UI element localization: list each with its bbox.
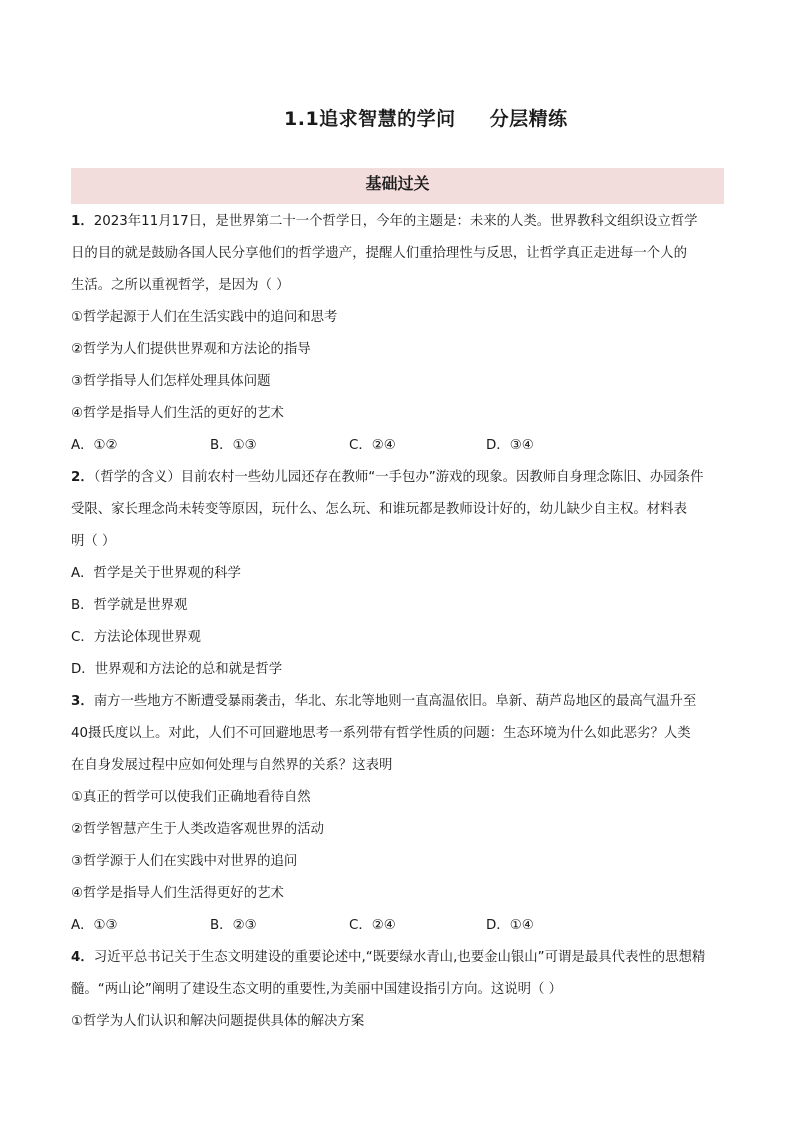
statement-item: ②哲学智慧产生于人类改造客观世界的活动	[71, 822, 325, 837]
question-text-line: 南方一些地方不断遭受暴雨袭击，华北、东北等地则一直高温依旧。阜新、葫芦岛地区的最高气温升至	[93, 694, 697, 709]
question-text-line: 受限、家长理念尚未转变等原因，玩什么、怎么玩、和谁玩都是教师设计好的，幼儿缺少自主权。材料表	[71, 502, 687, 517]
question-text-line: （哲学的含义）目前农村一些幼儿园还存在教师“一手包办”游戏的现象。因教师自身理念陈旧、办园条件	[93, 470, 704, 485]
question-text-line: 明（ ）	[71, 534, 116, 549]
option-c[interactable]: C．方法论体现世界观	[71, 630, 201, 645]
question-4	[71, 942, 727, 1038]
title-sub: 分层精练	[489, 108, 568, 130]
option-d[interactable]: D．③④	[486, 438, 534, 453]
statement-item: ②哲学为人们提供世界观和方法论的指导	[71, 342, 311, 357]
question-text-line: 习近平总书记关于生态文明建设的重要论述中,“既要绿水青山,也要金山银山”可谓是最具代表性的思想精	[93, 950, 706, 965]
statement-item: ④哲学是指导人们生活得更好的艺术	[71, 886, 284, 901]
option-d[interactable]: D．①④	[486, 918, 534, 933]
question-text-line: 在自身发展过程中应如何处理与自然界的关系？这表明	[71, 758, 393, 773]
statement-item: ①哲学为人们认识和解决问题提供具体的解决方案	[71, 1014, 365, 1029]
page-title	[284, 104, 568, 131]
option-a[interactable]: A．①②	[71, 438, 118, 453]
question-text-line: 40摄氏度以上。对此，人们不可回避地思考一系列带有哲学性质的问题：生态环境为什么如此恶劣？人类	[71, 726, 691, 741]
answer-options	[71, 430, 727, 462]
question-text-line: 日的目的就是鼓励各国人民分享他们的哲学遗产，提醒人们重拾理性与反思，让哲学真正走进每一个人的	[71, 246, 687, 261]
question-1	[71, 206, 727, 462]
option-c[interactable]: C．②④	[349, 438, 396, 453]
option-a[interactable]: A．哲学是关于世界观的科学	[71, 566, 241, 581]
section-header: 基础过关	[71, 168, 724, 204]
statement-item: ①真正的哲学可以使我们正确地看待自然	[71, 790, 311, 805]
answer-options	[71, 910, 727, 942]
question-text-line: 髓。“两山论”阐明了建设生态文明的重要性,为美丽中国建设指引方向。这说明（ ）	[71, 982, 563, 997]
question-text-line: 2023年11月17日，是世界第二十一个哲学日，今年的主题是：未来的人类。世界教科文组织设立哲学	[93, 214, 698, 229]
question-3	[71, 686, 727, 942]
option-c[interactable]: C．②④	[349, 918, 396, 933]
question-number: 4．	[71, 950, 94, 965]
option-a[interactable]: A．①③	[71, 918, 118, 933]
question-list	[71, 206, 727, 1038]
statement-item: ③哲学源于人们在实践中对世界的追问	[71, 854, 298, 869]
question-number: 3．	[71, 694, 94, 709]
title-main: 1.1追求智慧的学问	[284, 108, 456, 130]
statement-item: ④哲学是指导人们生活的更好的艺术	[71, 406, 284, 421]
question-2	[71, 462, 727, 686]
statement-item: ①哲学起源于人们在生活实践中的追问和思考	[71, 310, 338, 325]
question-number: 1．	[71, 214, 94, 229]
question-text-line: 生活。之所以重视哲学，是因为（ ）	[71, 278, 290, 293]
option-b[interactable]: B．①③	[210, 438, 257, 453]
option-d[interactable]: D．世界观和方法论的总和就是哲学	[71, 662, 283, 677]
question-number: 2．	[71, 470, 94, 485]
option-b[interactable]: B．②③	[210, 918, 257, 933]
option-b[interactable]: B．哲学就是世界观	[71, 598, 188, 613]
statement-item: ③哲学指导人们怎样处理具体问题	[71, 374, 271, 389]
